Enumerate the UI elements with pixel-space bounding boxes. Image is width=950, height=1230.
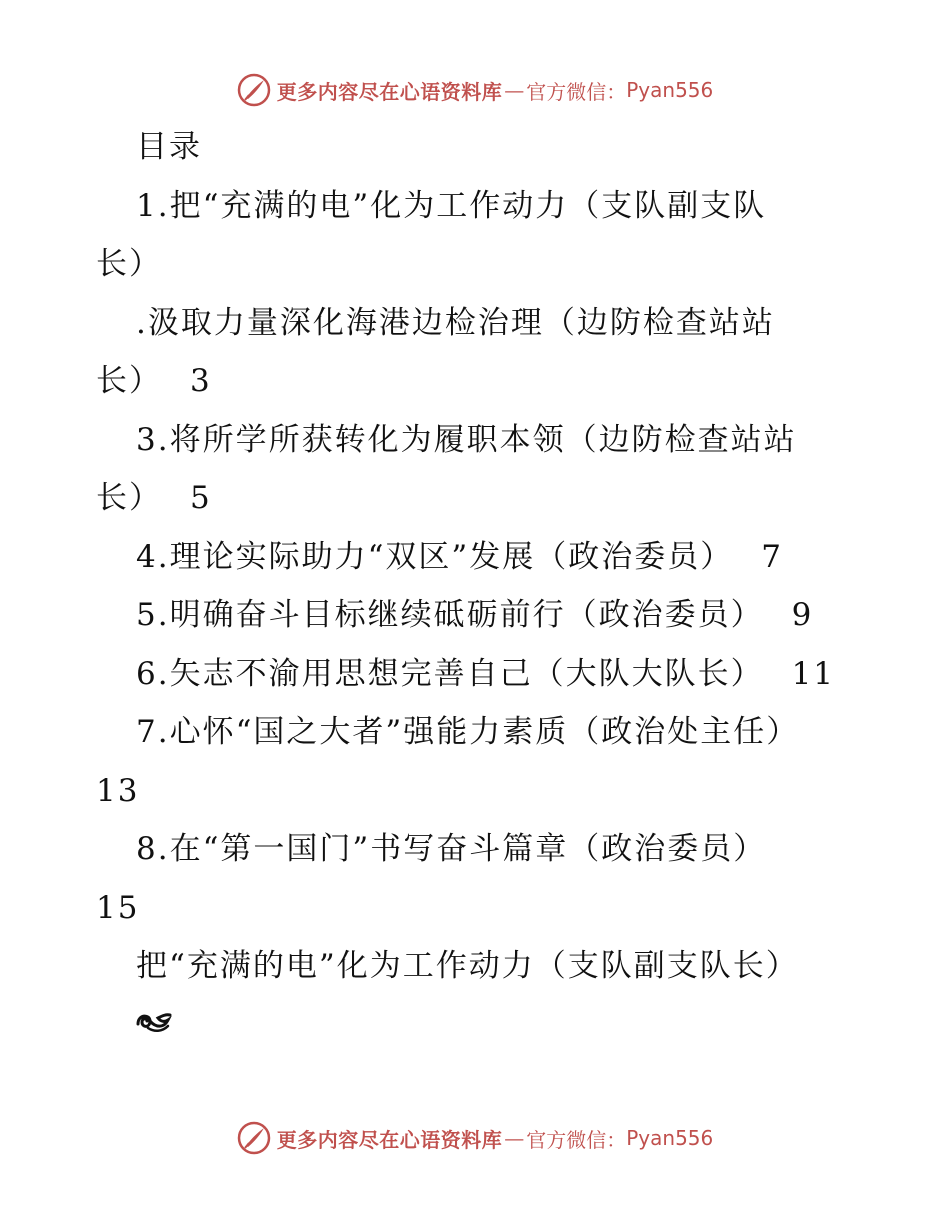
toc-entry-2-page: 3	[190, 363, 212, 399]
toc-entry-6	[96, 645, 856, 704]
quill-logo-icon	[237, 73, 271, 107]
watermark-sub-text: 官方微信：	[526, 1127, 627, 1152]
toc-entry-2-line2	[96, 352, 856, 411]
toc-entry-1-line2: 长）	[96, 246, 162, 282]
watermark-main-text: 更多内容尽在心语资料库	[276, 1127, 503, 1152]
fleuron-ornament-icon	[134, 1006, 174, 1036]
toc-entry-3-line1: 3.将所学所获转化为履职本领（边防检查站站	[136, 421, 797, 458]
watermark-wechat-id: Pyan556	[626, 78, 714, 102]
toc-entry-2-cont: 长）	[96, 363, 162, 399]
toc-entry-4-page: 7	[761, 538, 784, 575]
toc-heading: 目录	[136, 129, 202, 165]
toc-entry-5-page: 9	[791, 597, 814, 633]
toc-entry-6-title: 6.矢志不渝用思想完善自己（大队大队长）	[136, 655, 764, 692]
watermark-main-text: 更多内容尽在心语资料库	[276, 79, 503, 104]
header-watermark	[0, 70, 950, 110]
watermark-wechat-id: Pyan556	[626, 1126, 714, 1150]
quill-logo-icon	[237, 1121, 271, 1155]
document-body	[96, 118, 856, 996]
toc-entry-8-line1: 8.在“第一国门”书写奋斗篇章（政治委员）	[136, 831, 767, 867]
watermark-dash: —	[504, 1126, 525, 1150]
watermark-sub-text: 官方微信：	[526, 79, 627, 104]
watermark-dash: —	[504, 78, 525, 102]
toc-entry-7-line2: 13	[96, 772, 140, 809]
toc-entry-3-page: 5	[190, 480, 212, 516]
toc-entry-1-line1: 1.把“充满的电”化为工作动力（支队副支队	[136, 187, 767, 224]
toc-entry-5	[96, 586, 856, 645]
toc-entry-4-title: 4.理论实际助力“双区”发展（政治委员）	[136, 538, 734, 575]
toc-entry-8-line2: 15	[96, 889, 140, 926]
toc-entry-2-line1: .汲取力量深化海港边检治理（边防检查站站	[136, 304, 775, 341]
toc-entry-3-line2	[96, 469, 856, 528]
toc-entry-5-title: 5.明确奋斗目标继续砥砺前行（政治委员）	[136, 597, 764, 633]
toc-entry-6-page: 11	[791, 655, 836, 692]
toc-entry-3-cont: 长）	[96, 480, 162, 516]
toc-entry-4	[96, 528, 856, 587]
article-title: 把“充满的电”化为工作动力（支队副支队长）	[136, 948, 799, 984]
footer-watermark	[0, 1118, 950, 1158]
toc-entry-7-line1: 7.心怀“国之大者”强能力素质（政治处主任）	[136, 714, 800, 750]
